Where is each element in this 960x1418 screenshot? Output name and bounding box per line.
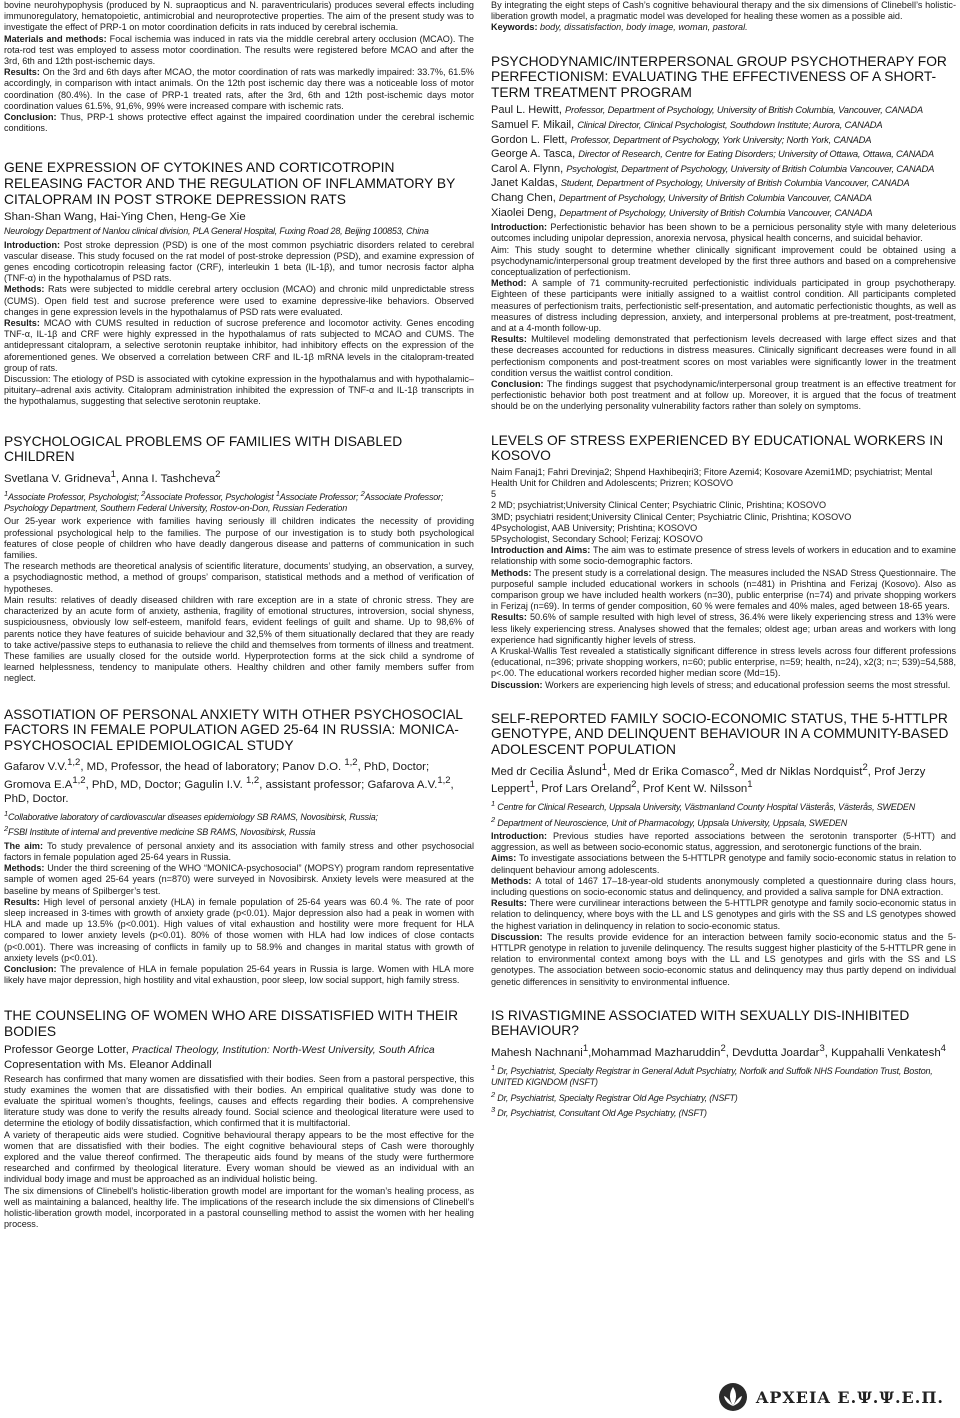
abstract-paragraph [491,853,956,875]
paragraph-text: High level of personal anxiety (HLA) in female population of 25-64 years was 60.4 %. The rate of poor sleep increased in 3-times with growth of anxiety grade (p<0.01). Major depression also had a peak in women with HLA and made up 13.5% (p<0.001). High values of vital exhaustion and hostility were more frequent for HLA compared to lower anxiety levels (p<0.01). 80% of those women with HLA had low indices of close contacts (p<0.001). There was increasing of conflicts in family up to 58.9% and changes in marital status with growth of anxiety levels (p<0.01). [4,896,474,963]
author-entry [491,191,956,206]
paragraph-text: Multilevel modeling demonstrated that perfectionism levels decreased with large effect sizes and that these decreases accounted for reductions in distress measures. Clinically significant decreases were found in all perfectionism components and post-treatment scores on most variables were significantly lower in the treatment condition versus the waitlist control condition. [491,334,956,378]
author-name: Paul L. Hewitt, [491,104,565,117]
paragraph-text: bovine neurohypophysis (produced by N. supraopticus and N. paraventricularis) produces several effects including immunoregulatory, hematopoietic, antimicrobial and neuroprotective properties. The aim of the present study was to investigate the effect of PRP-1 on motor coordination deficits in rats induced by cerebral ischemia. [4,0,474,33]
section-label: Results: [491,334,532,345]
abstract-paragraph [4,841,474,863]
paragraph-text: Thus, PRP-1 shows protective effect against the impaired coordination under the cerebral ischemic conditions. [4,112,474,134]
section-label: Results: [491,612,530,623]
author-list: Gafarov V.V.$^{1,2}$, MD, Professor, the head of laboratory; Panov D.O. $^{1,2}$, PhD, Doctor; Gromova $E.A^{1,2}$, PhD, MD, Doctor; Gagulin I.V. $^{1,2}$, assistant professor; Gafarova A.V.$^{1,2}$, PhD, Doctor. [4,757,454,805]
section-label: Results: [4,67,43,78]
abstract-paragraph [4,112,474,134]
paragraph-text: The present study is a correlational design. The measures included the NSAD Stress Questionnaire. The purposeful sample included educational workers in schools (n=481) in Prishtina and Ferizaj (Kosovo). Also as comparison group we have included health workers (n=30), public enterprise (n=74) and private shopping workers in Ferizaj (n=69). In terms of gender composition, 60 % were females and 40% males, aged between 18-65 years. [491,567,956,612]
abstract-paragraph [4,284,474,318]
author-affiliation: Director of Research, Centre for Eating Disorders; University of Ottawa, Ottawa, CANADA [578,148,934,160]
paragraph-text: A total of 1467 17–18-year-old students anonymously completed a questionnaire during class hours, including questions on socio-economic status and delinquency, and provided a saliva sample for DNA extraction. [491,875,956,898]
section-label: Conclusion: [4,112,61,123]
journal-logo [718,1382,944,1412]
abstract-paragraph [491,568,956,613]
author-name: Xiaolei Deng, [491,206,560,219]
abstract-paragraph [4,1130,474,1186]
section-label: Aims: [491,853,519,864]
section-label: Introduction: [4,239,64,250]
affiliation: $^1$Associate Professor, Psychologist; $^2$Associate Professor, Psychologist $^1$Associate Professor; $^2$Associate Professor; Psychology Department, Southern Federal University, Rostov-on-Don, Russian Federation [4,488,444,514]
author-affiliation: Psychologist, Department of Psychology, University of British Columbia Vancouver, CANADA [566,162,935,174]
paragraph-text: A variety of therapeutic aids were studied. Cognitive behavioural therapy appears to be the most effective for the women that are dissatisfied with their bodies. The eight cognitive behavioural steps of Cash were thoroughly explored and the value thereof confirmed. The therapeutic aids found by means of the study were furthermore researched and confirmed by theological literature. Every woman should be viewed as an individual with an individual body image and must be approached as an individual holistic being. [4,1129,474,1185]
author-list: Mahesh Nachnani$^1$,Mohammad Mazharuddin$^2$, Devdutta Joardar$^3$, Kuppahalli Venkatesh$^4$ [491,1043,946,1059]
paragraph-text: The six dimensions of Clinebell’s holistic-liberation growth model are important for the woman’s healing process, as well as maintaining a balanced, healthy life. The implications of the research include the six dimensions of Clinebell’s holistic-liberation growth model, incorporated in a pastoral counselling method to assist the women with her healing process. [4,1185,474,1230]
abstract-paragraph [491,222,956,244]
abstract-paragraph [4,34,474,68]
paragraph-text: The prevalence of HLA in female population 25-64 years in Russia is large. Women with HLA more likely have major depression, high hostility and vital exhaustion, poor sleep, low social support, high family stress. [4,963,474,986]
affiliation-line: Naim Fanaj1; Fahri Drevinja2; Shpend Haxhibeqiri3; Fitore Azemi4; Kosovare Azemi1MD; psychiatrist; Mental Health Unit for Children and Adolescents; Prizren; KOSOVO [491,466,933,488]
affiliation-line: 2 MD; psychiatrist;University Clinical Center; Psychiatric Clinic, Prishtina; KOSOVO [491,500,827,511]
author-affiliation: Clinical Director, Clinical Psychologist, Southdown Institute; Aurora, CANADA [577,118,883,130]
abstract-paragraph [4,318,474,374]
paragraph-text: Workers are experiencing high levels of stress; and educational profession seems the most stressful. [545,679,951,690]
paragraph-text: MCAO with CUMS resulted in reduction of sucrose preference and locomotor activity. Genes encoding TNF-α, IL-1β and CRF were highly expressed in the hypothalamus of rats subjected to MCAO and CUMS. The antidepressant citalopram, a selective serotonin reuptake inhibitor, had inhibitory effects on the expression of the aforementioned genes. We observed a correlation between CRF and IL-1β mRNA levels in the citalopram-treated group of rats. [4,318,474,373]
lotus-emblem-icon [718,1382,748,1412]
section-label: Methods: [491,875,536,886]
paragraph-text: Aim: This study sought to determine whether clinically significant improvement could be obtained using a psychodynamic/interpersonal group treatment developed by the first three authors and based on a comprehensive conceptualization of perfectionism. [491,244,956,277]
author-affiliation: Professor, Department of Psychology, University of British Columbia, Vancouver, CANADA [564,104,923,116]
section-label: Methods: [4,284,49,295]
abstract-paragraph [4,964,474,986]
abstract-paragraph [491,898,956,932]
author-name: Samuel F. Mikail, [491,118,578,131]
abstract-paragraph [4,374,474,408]
paragraph-text: There were curvilinear interactions between the 5-HTTLPR genotype and family socio-economic status in relation to delinquency, where boys with the LL and LS genotypes and girls with the SS and LS genotypes showed the highest variation in delinquency in relation to socio-economic status. [491,898,956,931]
author-affiliation: Department of Psychology, University of British Columbia Vancouver, CANADA [558,191,872,203]
paragraph-text: 50.6% of sample resulted with high level of stress, 36.4% were likely experiencing stress and 13% were less likely experiencing stress. Analyses showed that the females; oldest age; urban areas and workers with long experience had significantly higher levels of stress. [491,612,956,645]
affiliation: $^1$Collaborative laboratory of cardiovascular diseases epidemiology SB RAMS, Novosibirsk, Russia; $^2$FSBI Institute of internal and preventive medicine SB RAMS, Novosibirsk, Russia [4,808,378,838]
section-label: Method: [491,278,532,289]
author-list: Professor George Lotter, Practical Theology, Institution: North-West University, South Africa Copresentation with Ms. Eleanor Addinall [4,1043,435,1071]
author-entry [491,176,956,191]
abstract-paragraph [4,1186,474,1231]
abstract-paragraph [4,1074,474,1130]
affiliation-line: 3MD; psychiatri resident;University Clinical Center; Psychiatric Clinic, Prishtina; KOSOVO [491,511,852,522]
author-entry [491,206,956,221]
paragraph-text: body, dissatisfaction, body image, woman, pastoral. [540,22,748,33]
author-name: Janet Kaldas, [491,177,561,190]
affiliation: $^1$ Dr, Psychiatrist, Specialty Registrar in General Adult Psychiatry, Norfolk and Suffolk NHS Foundation Trust, Boston, UNITED KIGNDOM (NSFT) $^2$ Dr, Psychiatrist, Specialty Registrar Old Age Psychiatry, (NSFT) $^3$ Dr, Psychiatrist, Consultant Old Age Psychiatry, (NSFT) [491,1062,933,1119]
abstract-paragraph [491,0,956,22]
abstract-paragraph [491,545,956,567]
abstract-paragraph [4,67,474,112]
author-list: Med dr Cecilia Åslund$^1$, Med dr Erika Comasco$^2$, Med dr Niklas Nordquist$^2$, Prof Jerzy Leppert$^1$, Prof Lars Oreland$^2$, Prof Kent W. Nilsson$^1$ [491,761,926,796]
article-title: PSYCHODYNAMIC/INTERPERSONAL GROUP PSYCHOTHERAPY FOR PERFECTIONISM: EVALUATING THE EFFECTIVENESS OF A SHORT-TERM TREATMENT PROGRAM [491,53,947,100]
affiliation-line: 5 [491,489,497,500]
article-title: LEVELS OF STRESS EXPERIENCED BY EDUCATIONAL WORKERS IN KOSOVO [491,432,944,464]
abstract-paragraph [491,379,956,413]
section-label: Discussion: [491,931,547,942]
author-affiliation-list [491,103,956,220]
paragraph-text: Focal ischemia was induced in rats via the middle cerebral artery occlusion (MCAO). The rota-rod test was employed to assess motor coordination. The results were registered before MCAO and after the 3rd, 6th and 12th post-ischemic days. [4,33,474,67]
article-title: PSYCHOLOGICAL PROBLEMS OF FAMILIES WITH DISABLED CHILDREN [4,433,403,465]
section-label: Introduction: [491,222,551,233]
left-column [4,0,474,1418]
paragraph-text: On the 3rd and 6th days after MCAO, the motor coordination of rats was markedly impaired: 33.7%, 61.5% accordingly, in comparison with intact animals. On the 12th post ischemic day there was a noticeable loss of motor coordination (80.4%). In the case of PRP-1 treated rats, after the 3rd, 6th and 12th post-ischemic days motor coordination values 61.5%, 91,6%, 99% were increased compare with ischemic rats. [4,67,474,111]
abstract-paragraph [4,595,474,685]
affiliation: Neurology Department of Nanlou clinical division, PLA General Hospital, Fuxing Road 28, Beijing 100853, China [4,226,429,237]
section-label: Conclusion: [491,378,547,389]
paragraph-text: Rats were subjected to middle cerebral artery occlusion (MCAO) and chronic mild unpredictable stress (CUMS). Open field test and sucrose preference were used to examine depressive-like behaviors. Observed changes in gene expression levels in the hypothalamus of PSD rats were evaluated. [4,284,474,317]
author-affiliation: Student, Department of Psychology, University of British Columbia Vancouver, CANADA [560,177,910,189]
abstract-paragraph [491,245,956,279]
abstract-paragraph [491,612,956,646]
section-label: Introduction and Aims: [491,545,593,556]
section-label: Materials and methods: [4,33,110,44]
paragraph-text: The results provide evidence for an interaction between family socio-economic status and the 5-HTTLPR genotype in relation to juvenile delinquency. The results suggest higher plasticity of the 5-HTTLPR gene in relation to environmental context among boys with the LL and LS genotypes and girls with the SS and LS genotypes. The association between socio-economic status and delinquency may thus partly depend on individual genetic differences in sensitivity to environmental influence. [491,931,956,987]
paragraph-text: Under the third screening of the WHO “MONICA-psychosocial” (MOPSY) program random representative sample of women aged 25-64 years (n=870) were surveyed in Novosibirsk. Anxiety levels were measured at the baseline by means of Spilberger’s test. [4,863,474,896]
section-label: Results: [491,898,530,909]
abstract-paragraph [4,897,474,964]
paragraph-text: Previous studies have reported associations between the serotonin transporter (5-HTT) and aggression, as well as between socio-economic status, aggression, and serotonergic functions of the brain. [491,831,956,853]
section-label: Conclusion: [4,963,61,974]
right-column [491,0,956,1380]
abstract-paragraph [491,876,956,898]
author-entry [491,162,956,177]
affiliation-line: 5Psychologist, Secondary School; Ferizaj; KOSOVO [491,534,703,544]
paragraph-text: Post stroke depression (PSD) is one of the most common psychiatric disorders related to cerebral vascular disease. This study focused on the rat model of post-stroke depression (PSD), and examine expression of genes encoding corticotropin releasing factor (CRF), interleukin 1 beta (IL-1β), and tumor necrosis factor alpha (TNF-α) in the hypothalamus of PSD rats. [4,239,474,284]
section-label: Discussion: [491,679,546,690]
paragraph-text: A Kruskal-Wallis Test revealed a statistically significant difference in stress levels across four different professions (educational, n=396; private shopping workers, n=60; public enterprise, n=59; health, n=24), x2(3; n=; 539)=54,588, p<.00. The educational workers recorded higher median score (Md=15). [491,646,956,679]
article-title: IS RIVASTIGMINE ASSOCIATED WITH SEXUALLY DIS-INHIBITED BEHAVIOUR? [491,1007,910,1039]
section-label: Results: [4,896,44,907]
abstract-paragraph [491,831,956,853]
abstract-paragraph [491,278,956,334]
affiliation: $^1$ Centre for Clinical Research, Uppsala University, Västmanland County Hospital Västerås, Västerås, SWEDEN $^2$ Department of Neuroscience, Unit of Pharmacology, Uppsala University, Uppsala, SWEDEN [491,799,915,828]
paragraph-text: Main results: relatives of deadly diseased children with rare exception are in a state of chronic stress. They are characterized by an acute form of anxiety, asthenia, fragility of emotional structures, introversion, social shyness, suspiciousness, obviously low self-esteem, manifold fears, evident feelings of guilt and shame. Up to 98,6% of parents notice they have features of suicide behaviour and 32,5% of them situationally declared that they are ready to take active/passive steps to euthanasia to relieve the child and themselves from torments of illness and treatment. These families are usually closed for the outside world. Hyperprotection forms at the sick child a syndrome of learned helplessness, tendency to manipulate others. Healthy children and other family members suffer from neglect. [4,594,474,684]
paragraph-text: By integrating the eight steps of Cash’s cognitive behavioural therapy and the six dimensions of Clinebell’s holistic-liberation growth model, a pragmatic model was developed for healing these women as a possible aid. [491,0,956,22]
author-name: Carol A. Flynn, [491,162,567,175]
author-affiliation: Professor, Department of Psychology, York University; North York, CANADA [570,133,872,145]
author-entry [491,147,956,162]
paragraph-text: To investigate associations between the 5-HTTLPR genotype and family socio-economic status in relation to delinquent behaviour among adolescents. [491,853,956,875]
paragraph-text: Our 25-year work experience with families having seriously ill children indicates the necessity of providing professional psychological help to the families. The purpose of our investigation is to study both psychological features of close people of children who have deadly dangerous disease and patterns of communication in such families. [4,516,474,561]
affiliation-line: 4Psychologist, AAB University; Prishtina; KOSOVO [491,522,698,533]
author-name: Gordon L. Flett, [491,133,571,146]
author-name: George A. Tasca, [491,148,579,161]
abstract-paragraph [491,680,956,691]
author-name: Chang Chen, [491,191,559,204]
abstract-paragraph [491,646,956,680]
author-entry [491,103,956,118]
author-affiliation: Department of Psychology, University of British Columbia Vancouver, CANADA [559,206,873,218]
paragraph-text: The research methods are theoretical analysis of scientific literature, documents’ studying, an observation, a survey, a psychodiagnostic method, a method of groups’ comparison, statistical methods and a method of verification of hypotheses. [4,561,474,594]
author-entry [491,118,956,133]
paragraph-text: Research has confirmed that many women are dissatisfied with their bodies. Seen from a pastoral perspective, this study examines the women that are dissatisfied with their bodies. An empirical qualitative study was done to evaluate the spiritual women’s thoughts, feelings, causes and effects regarding their bodies. A comprehensive literature study was done to verify the results already found. Social science and theological literature were used to determine the etiology of bodily dissatisfaction, which confirmed that it is multifactorial. [4,1073,474,1129]
abstract-paragraph [491,22,956,33]
author-entry [491,133,956,148]
article-title: SELF-REPORTED FAMILY SOCIO-ECONOMIC STATUS, THE 5-HTTLPR GENOTYPE, AND DELINQUENT BEHAVIOUR IN A COMMUNITY-BASED ADOLESCENT POPULATION [491,710,949,758]
abstract-paragraph [4,240,474,285]
paragraph-text: Perfectionistic behavior has been shown to be a pernicious personality style with many deleterious outcomes including unipolar depression, anorexia nervosa, physical health concerns, and suicidal behavior. [491,222,956,244]
section-label: Introduction: [491,831,554,842]
section-label: Methods: [491,567,534,578]
author-list: Svetlana V. Gridneva$^1$, Anna I. Tashcheva$^2$ [4,468,221,485]
section-label: Keywords: [491,22,541,33]
author-list: Shan-Shan Wang, Hai-Ying Chen, Heng-Ge Xie [4,211,246,224]
abstract-paragraph [4,561,474,595]
paragraph-text: To study prevalence of personal anxiety and its association with family stress and other psychosocial factors in female population aged 25-64 years in Russia. [4,840,474,862]
abstract-paragraph [491,334,956,379]
paragraph-text: The findings suggest that psychodynamic/interpersonal group treatment is an effective treatment for perfectionistic behavior both post treatment and at follow up. Moreover, it is argued that the focus of treatment should be on the underlying personality vulnerability factors rather than solely on symptoms. [491,378,956,412]
section-label: Methods: [4,863,48,874]
abstract-paragraph [491,932,956,988]
section-label: The aim: [4,840,48,851]
paragraph-text: The aim was to estimate presence of stress levels of workers in education and to examine relationship with some socio-demographic factors. [491,545,956,567]
article-title: ASSOTIATION OF PERSONAL ANXIETY WITH OTHER PSYCHOSOCIAL FACTORS IN FEMALE POPULATION AGED 25-64 IN RUSSIA: MONICA-PSYCHOSOCIAL EPIDEMIOLOGICAL STUDY [4,706,463,753]
abstract-paragraph [4,516,474,561]
abstract-paragraph [4,863,474,897]
journal-logo-text: ΑΡΧΕΙΑ Ε.Ψ.Ψ.Ε.Π. [755,1387,944,1407]
paragraph-text: A sample of 71 community-recruited perfectionistic individuals participated in group psychotherapy. Eighteen of these participants were initially assigned to a waitlist control condition. All participants completed measures of perfectionism traits, perfectionistic self-presentation, and automatic perfectionistic thoughts, as well as measures of distress including depression, anxiety, and interpersonal problems at pre-treatment, post-treatment, and at a 4-month follow-up. [491,278,956,333]
paragraph-text: Discussion: The etiology of PSD is associated with cytokine expression in the hypothalamus and with hypothalamic–pituitary–adrenal axis activity. Citalopram administration inhibited the expression of TNF-α and IL-1β transcripts in the hypothalamus, suggesting that selective serotonin reuptake. [4,374,474,407]
article-title: GENE EXPRESSION OF CYTOKINES AND CORTICOTROPIN RELEASING FACTOR AND THE REGULATION OF INFLAMMATORY BY CITALOPRAM IN POST STROKE DEPRESSION RATS [4,160,456,207]
article-title: THE COUNSELING OF WOMEN WHO ARE DISSATISFIED WITH THEIR BODIES [4,1008,459,1039]
abstract-paragraph [4,0,474,34]
section-label: Results: [4,318,44,329]
